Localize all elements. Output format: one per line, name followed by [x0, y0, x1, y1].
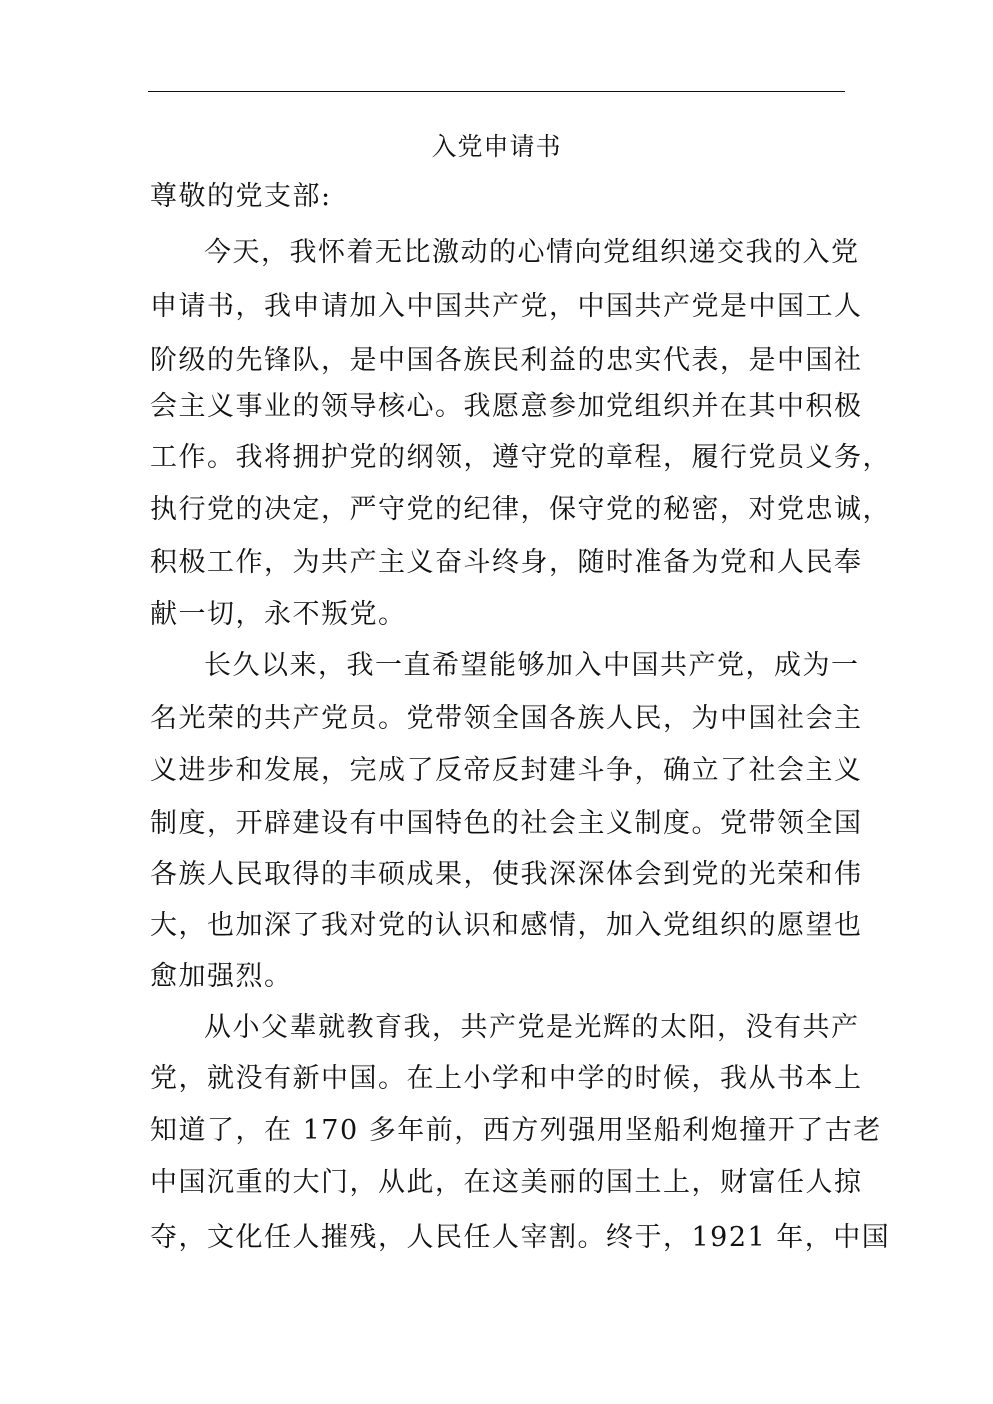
paragraph-1-line-7: 积极工作，为共产主义奋斗终身，随时准备为党和人民奉: [150, 547, 863, 578]
paragraph-3-line-4: 中国沉重的大门，从此，在这美丽的国土上，财富任人掠: [150, 1167, 863, 1198]
paragraph-1-line-8: 献一切，永不叛党。: [150, 599, 407, 630]
paragraph-2-line-7: 愈加强烈。: [150, 961, 293, 992]
paragraph-1-line-4: 会主义事业的领导核心。我愿意参加党组织并在其中积极: [150, 391, 863, 422]
paragraph-1-line-5: 工作。我将拥护党的纲领，遵守党的章程，履行党员义务，: [150, 442, 891, 473]
paragraph-3-line-1: 从小父辈就教育我，共产党是光辉的太阳，没有共产: [204, 1012, 860, 1043]
paragraph-1-line-3: 阶级的先锋队，是中国各族民利益的忠实代表，是中国社: [150, 345, 863, 376]
paragraph-1-line-2: 申请书，我申请加入中国共产党，中国共产党是中国工人: [150, 291, 863, 322]
paragraph-2-line-2: 名光荣的共产党员。党带领全国各族人民，为中国社会主: [150, 703, 863, 734]
paragraph-3-line-5: 夺，文化任人摧残，人民任人宰割。终于，1921 年，中国: [150, 1222, 891, 1253]
paragraph-1-line-1: 今天，我怀着无比激动的心情向党组织递交我的入党: [204, 237, 860, 268]
paragraph-2-line-1: 长久以来，我一直希望能够加入中国共产党，成为一: [204, 650, 860, 681]
paragraph-3-line-3: 知道了，在 170 多年前，西方列强用坚船利炮撞开了古老: [150, 1115, 882, 1146]
header-rule: [148, 91, 845, 92]
document-title: 入党申请书: [431, 132, 562, 161]
paragraph-2-line-6: 大，也加深了我对党的认识和感情，加入党组织的愿望也: [150, 910, 863, 941]
salutation: 尊敬的党支部:: [150, 181, 332, 212]
paragraph-3-line-2: 党，就没有新中国。在上小学和中学的时候，我从书本上: [150, 1063, 863, 1094]
paragraph-1-line-6: 执行党的决定，严守党的纪律，保守党的秘密，对党忠诚，: [150, 494, 891, 525]
paragraph-2-line-4: 制度，开辟建设有中国特色的社会主义制度。党带领全国: [150, 808, 863, 839]
paragraph-2-line-3: 义进步和发展，完成了反帝反封建斗争，确立了社会主义: [150, 755, 863, 786]
paragraph-2-line-5: 各族人民取得的丰硕成果，使我深深体会到党的光荣和伟: [150, 859, 863, 890]
